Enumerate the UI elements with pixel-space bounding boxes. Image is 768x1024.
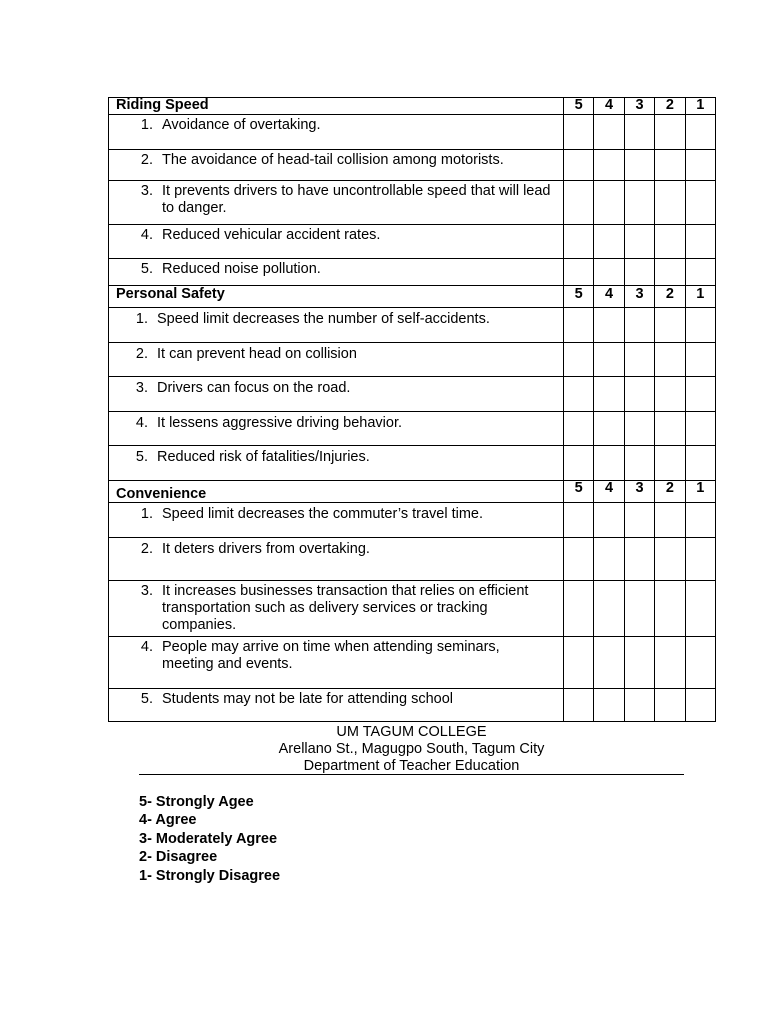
rating-cell[interactable] (655, 150, 685, 181)
rating-cell[interactable] (685, 150, 715, 181)
list-item (109, 346, 563, 363)
rating-cell[interactable] (685, 181, 715, 225)
rating-cell[interactable] (564, 225, 594, 259)
item-statement: Drivers can focus on the road. (157, 380, 351, 396)
rating-cell[interactable] (624, 225, 654, 259)
list-item (109, 415, 563, 432)
statement-cell (109, 503, 564, 538)
list-item (109, 227, 563, 244)
table-row (109, 689, 716, 722)
rating-cell[interactable] (564, 412, 594, 446)
statement-cell (109, 689, 564, 722)
list-item (109, 691, 563, 708)
rating-cell[interactable] (655, 377, 685, 412)
item-statement: Reduced vehicular accident rates. (162, 227, 381, 243)
rating-header: 1 (685, 286, 715, 308)
legend-item: 4- Agree (139, 812, 197, 829)
legend-item: 5- Strongly Agee (139, 794, 254, 810)
statement-cell (109, 181, 564, 225)
rating-cell[interactable] (594, 637, 624, 689)
rating-cell[interactable] (655, 689, 685, 722)
rating-header: 3 (624, 98, 654, 115)
list-item (109, 117, 563, 134)
statement-cell (109, 581, 564, 637)
statement-cell (109, 259, 564, 286)
rating-header: 5 (564, 481, 594, 503)
rating-cell[interactable] (655, 343, 685, 377)
rating-cell[interactable] (685, 115, 715, 150)
item-number: 1. (140, 506, 153, 522)
rating-cell[interactable] (594, 150, 624, 181)
table-row (109, 181, 716, 225)
rating-cell[interactable] (655, 225, 685, 259)
rating-cell[interactable] (564, 115, 594, 150)
rating-cell[interactable] (594, 259, 624, 286)
rating-cell[interactable] (685, 689, 715, 722)
item-number: 3. (140, 583, 153, 599)
list-item (109, 380, 563, 397)
section-header-row (109, 481, 716, 503)
rating-header: 4 (594, 481, 624, 503)
rating-cell[interactable] (624, 377, 654, 412)
table-row (109, 377, 716, 412)
legend-item: 1- Strongly Disagree (139, 867, 281, 884)
statement-cell (109, 412, 564, 446)
rating-cell[interactable] (624, 308, 654, 343)
item-statement: It can prevent head on collision (157, 346, 357, 362)
item-statement: Speed limit decreases the commuter’s travel time. (162, 506, 484, 522)
item-statement: Reduced noise pollution. (162, 261, 321, 277)
department-name: Department of Teacher Education (303, 758, 520, 774)
table-row (109, 225, 716, 259)
item-number: 2. (140, 541, 153, 557)
statement-cell (109, 115, 564, 150)
rating-cell[interactable] (685, 377, 715, 412)
list-item (109, 541, 563, 558)
rating-cell[interactable] (624, 581, 654, 637)
list-item (109, 183, 563, 217)
item-number: 1. (140, 117, 153, 133)
rating-cell[interactable] (655, 538, 685, 581)
rating-cell[interactable] (594, 538, 624, 581)
item-statement: It increases businesses transaction that relies on efficient transportation such as delivery services or tracking companies. (162, 583, 529, 633)
rating-cell[interactable] (594, 377, 624, 412)
item-number: 4. (135, 415, 148, 431)
section-header-row (109, 98, 716, 115)
rating-header: 2 (655, 98, 685, 115)
section-title: Riding Speed (109, 98, 564, 115)
rating-cell[interactable] (624, 115, 654, 150)
rating-cell[interactable] (594, 581, 624, 637)
rating-cell[interactable] (564, 308, 594, 343)
table-row (109, 343, 716, 377)
rating-header: 2 (655, 286, 685, 308)
rating-cell[interactable] (685, 581, 715, 637)
item-number: 4. (140, 227, 153, 243)
rating-header: 5 (564, 286, 594, 308)
rating-scale-table (108, 97, 716, 722)
section-header-row (109, 286, 716, 308)
footer-divider (139, 774, 684, 775)
rating-cell[interactable] (564, 259, 594, 286)
rating-cell[interactable] (655, 181, 685, 225)
section-title: Convenience (109, 481, 564, 503)
section-title: Personal Safety (109, 286, 564, 308)
rating-cell[interactable] (624, 538, 654, 581)
rating-cell[interactable] (564, 538, 594, 581)
rating-header: 5 (564, 98, 594, 115)
rating-cell[interactable] (564, 581, 594, 637)
item-number: 5. (140, 691, 153, 707)
table-row (109, 503, 716, 538)
rating-cell[interactable] (655, 259, 685, 286)
rating-cell[interactable] (594, 225, 624, 259)
rating-cell[interactable] (655, 115, 685, 150)
item-number: 2. (140, 152, 153, 168)
statement-cell (109, 150, 564, 181)
rating-cell[interactable] (655, 581, 685, 637)
rating-cell[interactable] (624, 637, 654, 689)
table-row (109, 538, 716, 581)
rating-cell[interactable] (594, 181, 624, 225)
rating-cell[interactable] (624, 689, 654, 722)
rating-cell[interactable] (685, 412, 715, 446)
rating-header: 1 (685, 481, 715, 503)
rating-cell[interactable] (594, 115, 624, 150)
item-number: 3. (135, 380, 148, 396)
rating-header: 3 (624, 481, 654, 503)
item-number: 3. (140, 183, 153, 199)
statement-cell (109, 637, 564, 689)
statement-cell (109, 343, 564, 377)
rating-cell[interactable] (564, 446, 594, 481)
rating-cell[interactable] (655, 446, 685, 481)
item-number: 5. (135, 449, 148, 465)
institution-address: Arellano St., Magugpo South, Tagum City (278, 741, 545, 757)
item-statement: Speed limit decreases the number of self-accidents. (157, 311, 490, 327)
rating-cell[interactable] (624, 343, 654, 377)
legend-item: 3- Moderately Agree (139, 830, 278, 847)
table-row (109, 637, 716, 689)
rating-header: 4 (594, 286, 624, 308)
table-row (109, 259, 716, 286)
rating-cell[interactable] (685, 446, 715, 481)
item-statement: It deters drivers from overtaking. (162, 541, 370, 557)
rating-header: 4 (594, 98, 624, 115)
list-item (109, 261, 563, 278)
list-item (109, 639, 563, 673)
item-number: 5. (140, 261, 153, 277)
institution-name: UM TAGUM COLLEGE (336, 724, 487, 740)
rating-cell[interactable] (624, 259, 654, 286)
table-row (109, 412, 716, 446)
rating-cell[interactable] (564, 689, 594, 722)
rating-cell[interactable] (655, 503, 685, 538)
item-statement: It lessens aggressive driving behavior. (157, 415, 403, 431)
list-item (109, 583, 563, 634)
rating-cell[interactable] (685, 637, 715, 689)
table-row (109, 150, 716, 181)
rating-cell[interactable] (624, 503, 654, 538)
rating-header: 1 (685, 98, 715, 115)
statement-cell (109, 446, 564, 481)
rating-cell[interactable] (685, 503, 715, 538)
item-number: 4. (140, 639, 153, 655)
rating-cell[interactable] (655, 412, 685, 446)
item-number: 2. (135, 346, 148, 362)
rating-cell[interactable] (624, 150, 654, 181)
rating-cell[interactable] (624, 181, 654, 225)
table-row (109, 446, 716, 481)
rating-cell[interactable] (685, 343, 715, 377)
list-item (109, 152, 563, 169)
rating-cell[interactable] (594, 343, 624, 377)
rating-cell[interactable] (594, 446, 624, 481)
rating-legend (139, 793, 280, 885)
item-number: 1. (135, 311, 148, 327)
item-statement: The avoidance of head-tail collision among motorists. (162, 152, 504, 168)
rating-header: 2 (655, 481, 685, 503)
rating-cell[interactable] (564, 181, 594, 225)
rating-cell[interactable] (564, 150, 594, 181)
rating-cell[interactable] (594, 689, 624, 722)
rating-cell[interactable] (655, 637, 685, 689)
rating-cell[interactable] (624, 412, 654, 446)
statement-cell (109, 377, 564, 412)
rating-cell[interactable] (564, 343, 594, 377)
statement-cell (109, 308, 564, 343)
rating-cell[interactable] (594, 308, 624, 343)
item-statement: People may arrive on time when attending seminars, meeting and events. (162, 639, 500, 672)
legend-item: 2- Disagree (139, 849, 218, 866)
rating-cell[interactable] (685, 225, 715, 259)
rating-header: 3 (624, 286, 654, 308)
rating-cell[interactable] (624, 446, 654, 481)
rating-cell[interactable] (564, 503, 594, 538)
rating-cell[interactable] (655, 308, 685, 343)
rating-cell[interactable] (594, 412, 624, 446)
rating-cell[interactable] (685, 308, 715, 343)
rating-cell[interactable] (564, 637, 594, 689)
table-row (109, 581, 716, 637)
item-statement: Students may not be late for attending school (162, 691, 453, 707)
list-item (109, 449, 563, 466)
item-statement: Reduced risk of fatalities/Injuries. (157, 449, 370, 465)
statement-cell (109, 538, 564, 581)
list-item (109, 311, 563, 328)
statement-cell (109, 225, 564, 259)
item-statement: Avoidance of overtaking. (162, 117, 321, 133)
rating-cell[interactable] (685, 538, 715, 581)
rating-cell[interactable] (564, 377, 594, 412)
table-row (109, 115, 716, 150)
rating-cell[interactable] (594, 503, 624, 538)
rating-cell[interactable] (685, 259, 715, 286)
table-row (109, 308, 716, 343)
list-item (109, 506, 563, 523)
item-statement: It prevents drivers to have uncontrollable speed that will lead to danger. (162, 183, 551, 216)
